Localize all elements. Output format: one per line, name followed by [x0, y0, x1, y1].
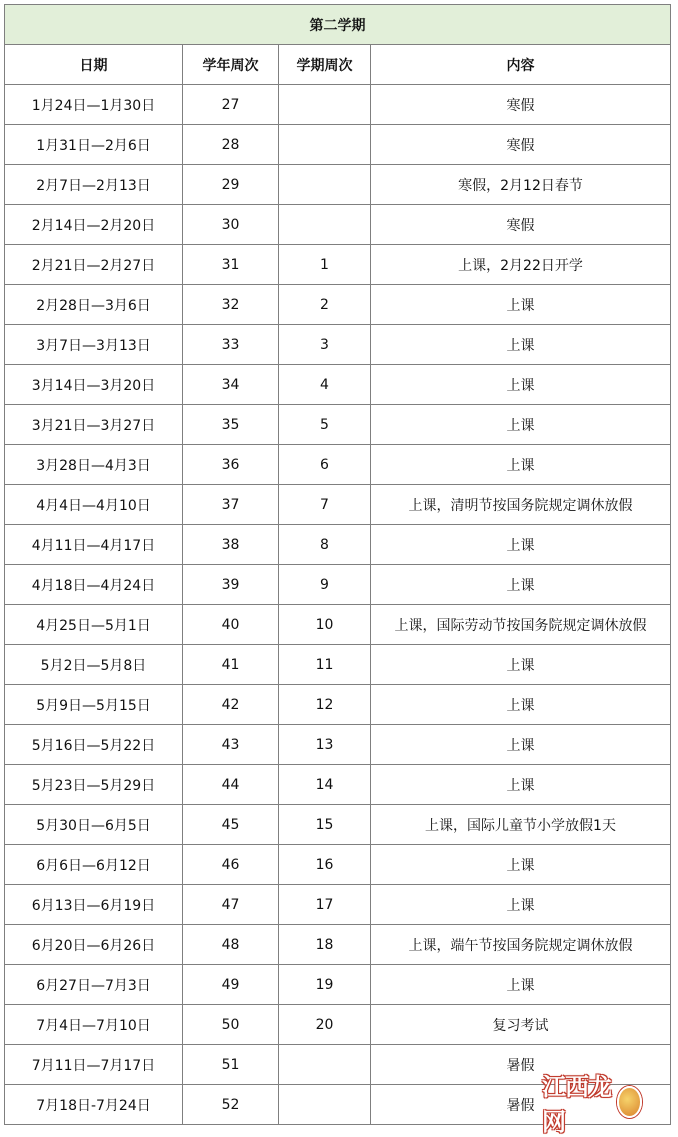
cell-date: 3月7日—3月13日 [5, 325, 183, 365]
table-row [5, 925, 671, 965]
cell-school-year-week: 37 [183, 485, 279, 525]
cell-content: 上课 [371, 645, 671, 685]
cell-content: 上课 [371, 685, 671, 725]
header-semester-week: 学期周次 [279, 45, 371, 85]
cell-school-year-week: 30 [183, 205, 279, 245]
watermark-logo-icon [617, 1086, 642, 1118]
cell-school-year-week: 29 [183, 165, 279, 205]
cell-school-year-week: 35 [183, 405, 279, 445]
cell-content: 寒假 [371, 125, 671, 165]
cell-date: 5月9日—5月15日 [5, 685, 183, 725]
cell-school-year-week: 45 [183, 805, 279, 845]
cell-date: 7月18日-7月24日 [5, 1085, 183, 1125]
cell-semester-week: 3 [279, 325, 371, 365]
cell-semester-week: 9 [279, 565, 371, 605]
cell-semester-week [279, 1045, 371, 1085]
cell-semester-week: 13 [279, 725, 371, 765]
cell-school-year-week: 49 [183, 965, 279, 1005]
cell-school-year-week: 41 [183, 645, 279, 685]
cell-school-year-week: 50 [183, 1005, 279, 1045]
cell-semester-week: 15 [279, 805, 371, 845]
cell-date: 5月16日—5月22日 [5, 725, 183, 765]
cell-date: 2月14日—2月20日 [5, 205, 183, 245]
table-row [5, 1005, 671, 1045]
cell-content: 上课，清明节按国务院规定调休放假 [371, 485, 671, 525]
cell-school-year-week: 52 [183, 1085, 279, 1125]
table-row [5, 85, 671, 125]
table-row [5, 685, 671, 725]
cell-school-year-week: 32 [183, 285, 279, 325]
cell-date: 5月30日—6月5日 [5, 805, 183, 845]
cell-date: 6月27日—7月3日 [5, 965, 183, 1005]
cell-semester-week: 11 [279, 645, 371, 685]
cell-content: 上课 [371, 365, 671, 405]
table-body [5, 85, 671, 1125]
table-row [5, 645, 671, 685]
cell-content: 复习考试 [371, 1005, 671, 1045]
cell-content: 上课 [371, 725, 671, 765]
cell-content: 上课，国际劳动节按国务院规定调休放假 [371, 605, 671, 645]
table-row [5, 165, 671, 205]
cell-school-year-week: 27 [183, 85, 279, 125]
cell-school-year-week: 28 [183, 125, 279, 165]
table-row [5, 285, 671, 325]
cell-school-year-week: 38 [183, 525, 279, 565]
cell-school-year-week: 39 [183, 565, 279, 605]
cell-semester-week [279, 125, 371, 165]
cell-date: 5月23日—5月29日 [5, 765, 183, 805]
cell-semester-week: 7 [279, 485, 371, 525]
cell-content: 上课，国际儿童节小学放假1天 [371, 805, 671, 845]
cell-date: 2月28日—3月6日 [5, 285, 183, 325]
table-row [5, 965, 671, 1005]
cell-content: 上课 [371, 765, 671, 805]
cell-semester-week: 10 [279, 605, 371, 645]
cell-school-year-week: 44 [183, 765, 279, 805]
cell-content: 上课 [371, 885, 671, 925]
cell-school-year-week: 34 [183, 365, 279, 405]
cell-school-year-week: 43 [183, 725, 279, 765]
cell-school-year-week: 40 [183, 605, 279, 645]
cell-date: 3月28日—4月3日 [5, 445, 183, 485]
cell-date: 4月11日—4月17日 [5, 525, 183, 565]
cell-semester-week: 19 [279, 965, 371, 1005]
cell-semester-week [279, 1085, 371, 1125]
table-title: 第二学期 [5, 5, 671, 45]
cell-semester-week: 4 [279, 365, 371, 405]
cell-semester-week: 18 [279, 925, 371, 965]
cell-content: 上课 [371, 965, 671, 1005]
cell-semester-week: 1 [279, 245, 371, 285]
cell-date: 1月31日—2月6日 [5, 125, 183, 165]
cell-date: 3月21日—3月27日 [5, 405, 183, 445]
table-row [5, 605, 671, 645]
cell-semester-week: 14 [279, 765, 371, 805]
cell-content: 上课 [371, 325, 671, 365]
header-school-year-week: 学年周次 [183, 45, 279, 85]
table-row [5, 525, 671, 565]
cell-school-year-week: 51 [183, 1045, 279, 1085]
cell-content: 寒假，2月12日春节 [371, 165, 671, 205]
cell-date: 6月13日—6月19日 [5, 885, 183, 925]
cell-content: 暑假 [371, 1085, 671, 1125]
cell-date: 3月14日—3月20日 [5, 365, 183, 405]
cell-school-year-week: 47 [183, 885, 279, 925]
cell-semester-week: 12 [279, 685, 371, 725]
schedule-table [4, 4, 671, 1125]
table-row [5, 845, 671, 885]
cell-date: 6月20日—6月26日 [5, 925, 183, 965]
cell-semester-week: 2 [279, 285, 371, 325]
cell-semester-week [279, 85, 371, 125]
table-row [5, 485, 671, 525]
table-row [5, 245, 671, 285]
cell-date: 4月25日—5月1日 [5, 605, 183, 645]
cell-school-year-week: 36 [183, 445, 279, 485]
cell-date: 2月7日—2月13日 [5, 165, 183, 205]
cell-semester-week: 5 [279, 405, 371, 445]
cell-date: 1月24日—1月30日 [5, 85, 183, 125]
table-row [5, 405, 671, 445]
cell-school-year-week: 33 [183, 325, 279, 365]
table-row [5, 805, 671, 845]
cell-date: 6月6日—6月12日 [5, 845, 183, 885]
table-row [5, 205, 671, 245]
table-row [5, 365, 671, 405]
watermark [542, 1073, 642, 1136]
cell-content: 寒假 [371, 205, 671, 245]
table-header-row [5, 45, 671, 85]
table-row [5, 565, 671, 605]
cell-semester-week: 17 [279, 885, 371, 925]
watermark-text: 江西龙网 [542, 1073, 611, 1136]
cell-content: 上课 [371, 285, 671, 325]
cell-school-year-week: 46 [183, 845, 279, 885]
cell-date: 4月18日—4月24日 [5, 565, 183, 605]
header-content: 内容 [371, 45, 671, 85]
cell-school-year-week: 48 [183, 925, 279, 965]
cell-semester-week: 16 [279, 845, 371, 885]
table-row [5, 325, 671, 365]
cell-school-year-week: 42 [183, 685, 279, 725]
table-row [5, 445, 671, 485]
cell-content: 上课，2月22日开学 [371, 245, 671, 285]
cell-content: 上课 [371, 445, 671, 485]
cell-semester-week: 8 [279, 525, 371, 565]
header-date: 日期 [5, 45, 183, 85]
table-row [5, 885, 671, 925]
cell-semester-week: 6 [279, 445, 371, 485]
table-row [5, 765, 671, 805]
cell-content: 上课 [371, 525, 671, 565]
cell-content: 上课 [371, 405, 671, 445]
cell-content: 上课 [371, 565, 671, 605]
cell-date: 7月4日—7月10日 [5, 1005, 183, 1045]
cell-date: 5月2日—5月8日 [5, 645, 183, 685]
cell-content: 暑假 [371, 1045, 671, 1085]
table-title-row [5, 5, 671, 45]
cell-content: 上课，端午节按国务院规定调休放假 [371, 925, 671, 965]
cell-semester-week [279, 165, 371, 205]
cell-school-year-week: 31 [183, 245, 279, 285]
cell-semester-week [279, 205, 371, 245]
table-row [5, 725, 671, 765]
cell-date: 4月4日—4月10日 [5, 485, 183, 525]
cell-content: 寒假 [371, 85, 671, 125]
table-row [5, 125, 671, 165]
cell-semester-week: 20 [279, 1005, 371, 1045]
cell-date: 7月11日—7月17日 [5, 1045, 183, 1085]
cell-date: 2月21日—2月27日 [5, 245, 183, 285]
cell-content: 上课 [371, 845, 671, 885]
